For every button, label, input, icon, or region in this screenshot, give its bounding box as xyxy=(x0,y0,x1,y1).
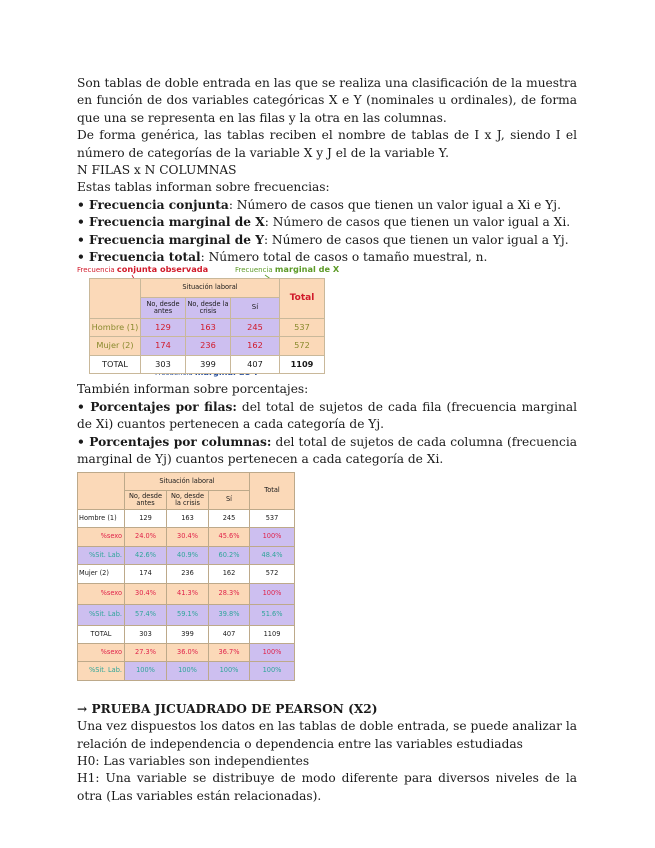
table-row: Mujer (2) 174 236 162 572 xyxy=(90,337,325,355)
table-row: Hombre (1) 129 163 245 537 xyxy=(90,318,325,336)
percentages-intro: También informan sobre porcentajes: xyxy=(77,382,309,397)
pearson-heading: → PRUEBA JICUADRADO DE PEARSON (X2) xyxy=(77,701,378,716)
annotation-marginal-x: Frecuencia marginal de X xyxy=(235,264,340,275)
percentages-table: Situación laboral Total No, desde antes No, desde la crisis Sí Hombre (1) 129 163 245 537 %sexo 24.0% 30.4% 45.6% 100% %Sit. Lab. 42.6% 40.9% 60.2% 48.4% Mujer (2) 174 236 162 572 %sexo 30.4% 41.3% 28.3% 100% %Sit. Lab. 57.4% 59.1% 39.8% 51.6% TOTAL 303 399 407 1109 %sexo 27.3% 36.0% 36.7% 100% %Sit. Lab. 100% 100% 100% 100% xyxy=(77,472,295,681)
col-total-2: Total xyxy=(250,472,295,509)
frecuencia-marginal-x-item: • Frecuencia marginal de X: Número de casos que tienen un valor igual a Xi. xyxy=(77,215,571,230)
col-total: Total xyxy=(280,279,325,318)
header-situacion-2: Situación laboral xyxy=(125,472,250,490)
annotation-conjunta: Frecuencia conjunta observada xyxy=(77,264,209,275)
frecuencia-marginal-y-item: • Frecuencia marginal de Y: Número de casos que tienen un valor igual a Yj. xyxy=(77,232,569,247)
col-no-desde-crisis: No, desde la crisis xyxy=(186,297,231,318)
intro-paragraph: Son tablas de doble entrada en las que se realiza una clasificación de la muestra en función de dos variables categóricas X e Y (nominales u ordinales), de forma que una se representa en las filas y la otra en las columnas. xyxy=(77,76,577,125)
porcentajes-columnas-item: • Porcentajes por columnas: del total de sujetos de cada columna (frecuencia marginal de Yj) cuantos pertenecen a cada categoría de Xi. xyxy=(77,434,577,467)
generic-form-paragraph: De forma genérica, las tablas reciben el nombre de tablas de I x J, siendo I el número de categorías de la variable X y J el de la variable Y. xyxy=(77,128,577,160)
table-row: %Sit. Lab. 42.6% 40.9% 60.2% 48.4% xyxy=(78,546,295,564)
table-row: Hombre (1) 129 163 245 537 xyxy=(78,509,295,527)
table-row: %sexo 27.3% 36.0% 36.7% 100% xyxy=(78,643,295,661)
hypothesis-h0: H0: Las variables son independientes xyxy=(77,753,310,768)
frequencies-intro: Estas tablas informan sobre frecuencias: xyxy=(77,180,330,195)
frequency-table xyxy=(89,278,325,374)
table-row: %Sit. Lab. 100% 100% 100% 100% xyxy=(78,662,295,680)
rows-columns-line: N FILAS x N COLUMNAS xyxy=(77,163,237,178)
table-row: Mujer (2) 174 236 162 572 xyxy=(78,565,295,583)
col-si: Sí xyxy=(231,297,280,318)
table-row: %sexo 30.4% 41.3% 28.3% 100% xyxy=(78,583,295,604)
table-row: TOTAL 303 399 407 1109 xyxy=(78,625,295,643)
pearson-paragraph: Una vez dispuestos los datos en las tablas de doble entrada, se puede analizar la relación de independencia o dependencia entre las variables estudiadas xyxy=(77,719,577,751)
frecuencia-total-item: • Frecuencia total: Número total de casos o tamaño muestral, n. xyxy=(77,250,488,265)
table-row: TOTAL 303 399 407 1109 xyxy=(90,355,325,373)
frecuencia-conjunta-item: • Frecuencia conjunta: Número de casos que tienen un valor igual a Xi e Yj. xyxy=(77,197,561,212)
header-situacion: Situación laboral xyxy=(141,279,280,297)
table-row: %sexo 24.0% 30.4% 45.6% 100% xyxy=(78,528,295,546)
col-no-desde-antes: No, desde antes xyxy=(141,297,186,318)
document-page xyxy=(77,75,577,805)
frequency-table-figure xyxy=(77,264,340,380)
hypothesis-h1: H1: Una variable se distribuye de modo diferente para diversos niveles de la otra (Las variables están relacionadas). xyxy=(77,771,577,803)
table-row: %Sit. Lab. 57.4% 59.1% 39.8% 51.6% xyxy=(78,604,295,625)
porcentajes-filas-item: • Porcentajes por filas: del total de sujetos de cada fila (frecuencia marginal de Xi) cuantos pertenecen a cada categoría de Yj. xyxy=(77,399,577,432)
